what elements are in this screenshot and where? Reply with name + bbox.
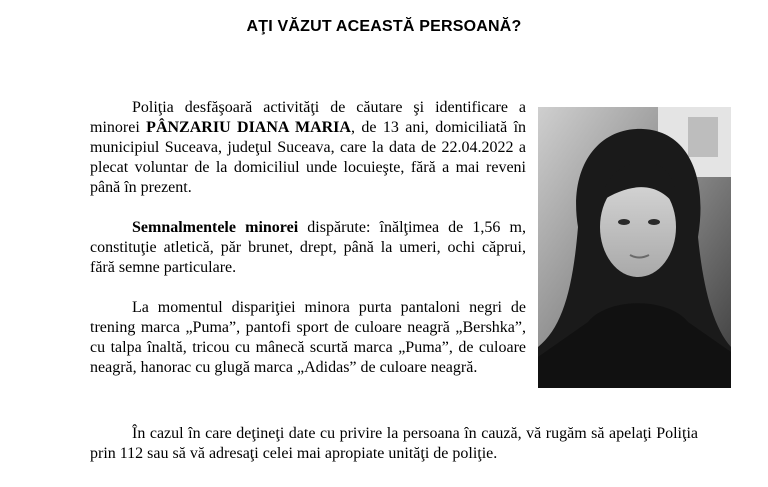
paragraph-clothing: La momentul dispariţiei minora purta pantaloni negri de trening marca „Puma”, pantofi sport de culoare neagră „Bershka”, cu talpa înaltă, tricou cu mânecă scurtă marca „Puma”, de culoare neagră, hanorac cu glugă marca „Adidas” de culoare neagră. [90, 299, 526, 376]
paragraph-description [90, 218, 526, 278]
missing-person-photo [538, 107, 731, 388]
paragraph-contact: În cazul în care deţineţi date cu privire la persoana în cauză, vă rugăm să apelaţi Poliţia prin 112 sau să vă adresaţi celei mai apropiate unităţi de poliţie. [90, 425, 698, 462]
missing-person-name: PÂNZARIU DIANA MARIA [146, 119, 351, 136]
description-lead: Semnalmentele minorei [132, 219, 299, 236]
paragraph-identification [90, 98, 526, 198]
description-text: dispărute: înălţimea de 1,56 m, constituţie atletică, păr brunet, drept, până la umeri, ochi căprui, fără semne particulare. [90, 219, 527, 276]
portrait-image [538, 107, 731, 388]
paragraph-1-text-before: Poliţia desfăşoară activităţi de căutare şi identificare a minorei [90, 99, 526, 136]
page-title: AŢI VĂZUT ACEASTĂ PERSOANĂ? [246, 18, 522, 35]
paragraph-1-text-after: , de 13 ani, domiciliată în municipiul Suceava, judeţul Suceava, care la data de 22.04.2022 a plecat voluntar de la domiciliul unde locuieşte, fără a mai reveni până în prezent. [90, 119, 527, 196]
notice-body [90, 98, 526, 398]
